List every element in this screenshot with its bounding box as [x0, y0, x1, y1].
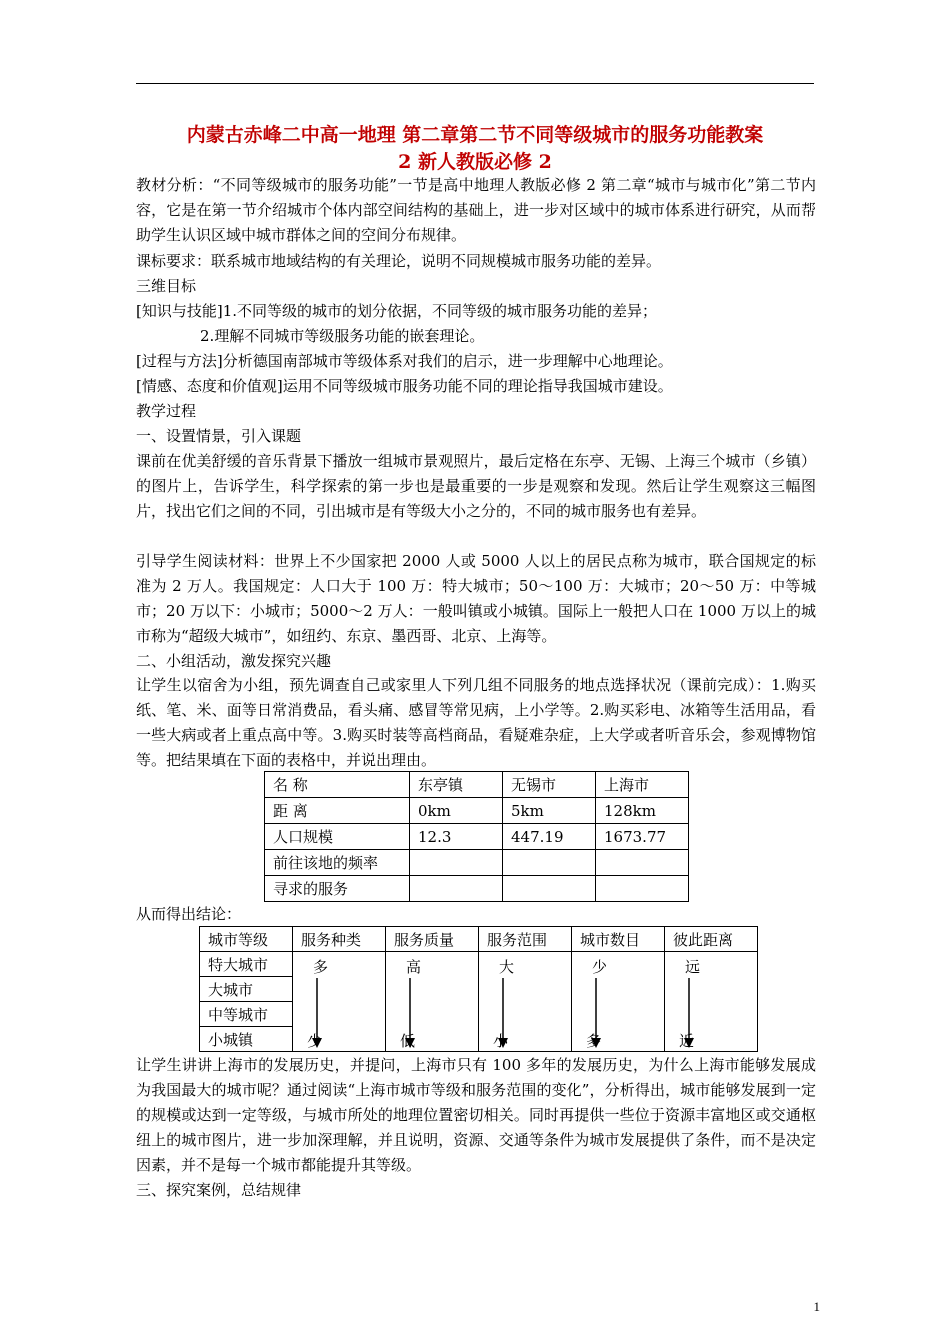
table-header: 服务范围	[479, 927, 572, 952]
survey-table	[264, 771, 689, 902]
level-cell: 中等城市	[200, 1002, 293, 1027]
table-row	[265, 772, 689, 798]
reading-paragraph: 引导学生阅读材料：世界上不少国家把 2000 人或 5000 人以上的居民点称为城市，联合国规定的标准为 2 万人。我国规定：人口大于 100 万：特大城市；50～100 万：大城市；20～50 万：中等城市；20 万以下：小城市；5000～2 万人：一般叫镇或小城镇。国际上一般把人口在 1000 万以上的城市称为“超级大城市”，如纽约、东京、墨西哥、北京、上海等。	[136, 552, 816, 645]
table-cell: 128km	[596, 798, 689, 824]
section-3-heading: 三、探究案例，总结规律	[136, 1181, 302, 1199]
trend-bottom: 近	[679, 1032, 695, 1050]
page-number: 1	[813, 1299, 820, 1314]
level-cell: 特大城市	[200, 952, 293, 977]
requirement-line: 课标要求：联系城市地域结构的有关理论，说明不同规模城市服务功能的差异。	[136, 252, 662, 270]
trend-top: 高	[406, 958, 422, 976]
table-cell	[503, 850, 596, 876]
level-cell: 小城镇	[200, 1027, 293, 1052]
trend-cell	[479, 952, 572, 1052]
intro-paragraph: 课前在优美舒缓的音乐背景下播放一组城市景观照片，最后定格在东亭、无锡、上海三个城市（乡镇）的图片上，告诉学生，科学探索的第一步也是最重要的一步是观察和发现。然后让学生观察这三幅图片，找出它们之间的不同，引出城市是有等级大小之分的，不同的城市服务也有差异。	[136, 452, 816, 520]
title-line-1: 内蒙古赤峰二中高一地理 第二章第二节不同等级城市的服务功能教案	[186, 124, 764, 146]
process-goal: [过程与方法]分析德国南部城市等级体系对我们的启示，进一步理解中心地理论。	[136, 352, 673, 370]
table-row	[265, 876, 689, 902]
table-cell: 1673.77	[596, 824, 689, 850]
table-cell: 名 称	[265, 772, 410, 798]
conclusion-label: 从而得出结论：	[136, 905, 242, 923]
table-row	[200, 927, 758, 952]
goals-heading: 三维目标	[136, 277, 197, 295]
trend-top: 大	[499, 958, 515, 976]
table-header: 彼此距离	[665, 927, 758, 952]
table-cell: 0km	[410, 798, 503, 824]
table-row	[265, 850, 689, 876]
section-1-heading: 一、设置情景，引入课题	[136, 427, 302, 445]
table-cell: 寻求的服务	[265, 876, 410, 902]
table-cell	[596, 850, 689, 876]
trend-bottom: 小	[493, 1032, 509, 1050]
table-cell: 人口规模	[265, 824, 410, 850]
table-header: 服务种类	[293, 927, 386, 952]
table-cell: 无锡市	[503, 772, 596, 798]
table-header: 服务质量	[386, 927, 479, 952]
table-cell: 上海市	[596, 772, 689, 798]
table-cell: 距 离	[265, 798, 410, 824]
table-cell: 东亭镇	[410, 772, 503, 798]
knowledge-goal-2: 2.理解不同城市等级服务功能的嵌套理论。	[200, 327, 485, 345]
section-2-heading: 二、小组活动，激发探究兴趣	[136, 652, 332, 670]
page-title	[128, 122, 822, 176]
trend-bottom: 少	[307, 1032, 323, 1050]
table-cell	[596, 876, 689, 902]
level-cell: 大城市	[200, 977, 293, 1002]
trend-bottom: 多	[586, 1032, 602, 1050]
trend-top: 少	[592, 958, 608, 976]
table-row	[265, 798, 689, 824]
trend-cell	[293, 952, 386, 1052]
table-cell: 前往该地的频率	[265, 850, 410, 876]
activity-paragraph: 让学生以宿舍为小组，预先调查自己或家里人下列几组不同服务的地点选择状况（课前完成）：1.购买纸、笔、米、面等日常消费品，看头痛、感冒等常见病，上小学等。2.购买彩电、冰箱等生活用品，看一些大病或者上重点高中等。3.购买时装等高档商品，看疑难杂症，上大学或者听音乐会，参观博物馆等。把结果填在下面的表格中，并说出理由。	[136, 676, 816, 769]
table-cell: 5km	[503, 798, 596, 824]
teaching-heading: 教学过程	[136, 402, 197, 420]
table-header: 城市等级	[200, 927, 293, 952]
table-cell: 12.3	[410, 824, 503, 850]
table-cell	[410, 850, 503, 876]
trend-cell	[572, 952, 665, 1052]
shanghai-paragraph: 让学生讲讲上海市的发展历史，并提问，上海市只有 100 多年的发展历史，为什么上海市能够发展成为我国最大的城市呢？通过阅读“上海市城市等级和服务范围的变化”，分析得出，城市能够发展到一定的规模或达到一定等级，与城市所处的地理位置密切相关。同时再提供一些位于资源丰富地区或交通枢纽上的城市图片，进一步加深理解，并且说明，资源、交通等条件为城市发展提供了条件，而不是决定因素，并不是每一个城市都能提升其等级。	[136, 1056, 816, 1174]
emotion-goal: [情感、态度和价值观]运用不同等级城市服务功能不同的理论指导我国城市建设。	[136, 377, 673, 395]
trend-cell	[386, 952, 479, 1052]
header-rule	[136, 83, 814, 84]
table-cell	[503, 876, 596, 902]
table-cell	[410, 876, 503, 902]
table-cell: 447.19	[503, 824, 596, 850]
title-line-2: 2 新人教版必修 2	[398, 151, 552, 173]
trend-bottom: 低	[400, 1032, 416, 1050]
analysis-paragraph: 教材分析：“不同等级城市的服务功能”一节是高中地理人教版必修 2 第二章“城市与城市化”第二节内容，它是在第一节介绍城市个体内部空间结构的基础上，进一步对区域中的城市体系进行研究，从而帮助学生认识区域中城市群体之间的空间分布规律。	[136, 176, 816, 244]
table-row	[200, 952, 758, 977]
table-row	[265, 824, 689, 850]
trend-top: 多	[313, 958, 329, 976]
trend-cell	[665, 952, 758, 1052]
city-level-table	[199, 926, 758, 1052]
trend-top: 远	[685, 958, 701, 976]
table-header: 城市数目	[572, 927, 665, 952]
knowledge-goal-1: [知识与技能]1.不同等级的城市的划分依据，不同等级的城市服务功能的差异；	[136, 302, 658, 320]
